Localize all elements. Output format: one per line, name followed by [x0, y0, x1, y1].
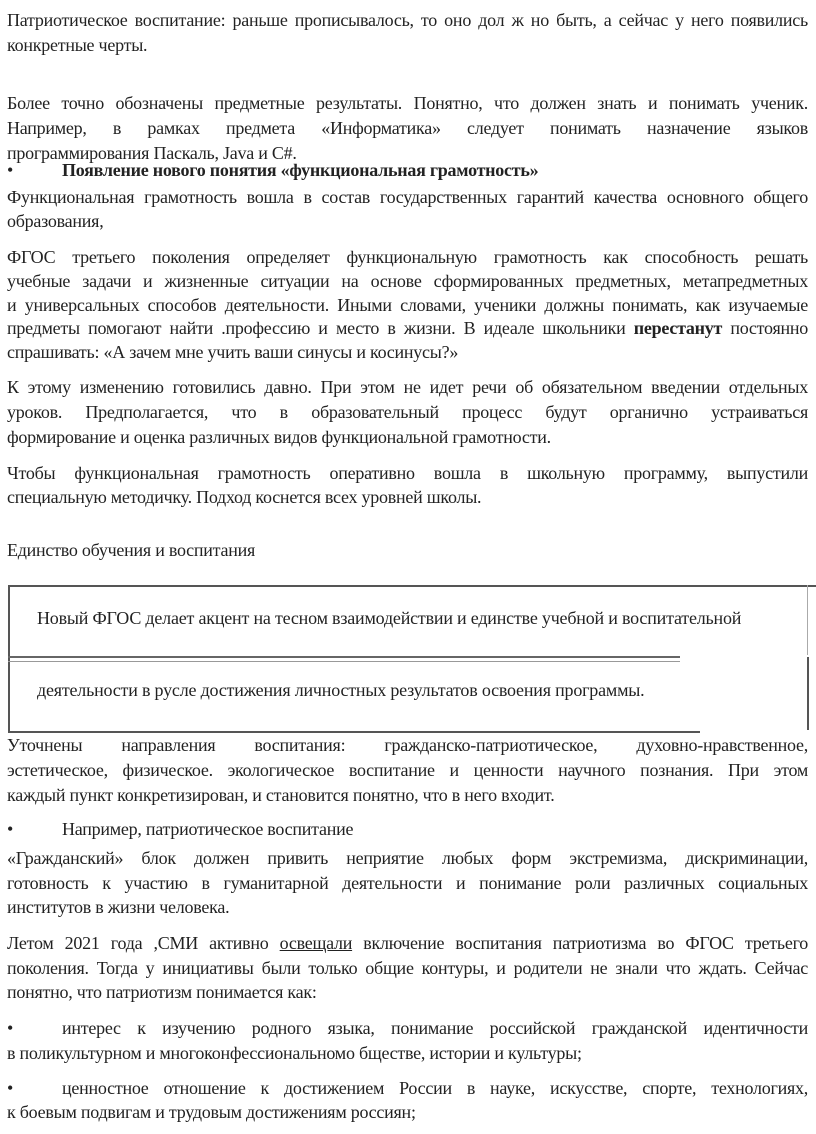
callout-border-top	[8, 585, 816, 587]
bullet-item	[7, 817, 808, 842]
paragraph	[7, 246, 808, 365]
text-segment: в поликультурном и многоконфессиональномо бществе, истории и культуры;	[7, 1043, 582, 1063]
text-line	[7, 817, 808, 842]
bullet-icon: •	[7, 819, 14, 839]
text-line	[7, 1016, 808, 1041]
text-line	[7, 871, 808, 896]
text-segment: поколения. Тогда у инициативы были только общие контуры, и родители не знали что ждать. Сейчас	[7, 957, 808, 978]
text-segment: предметы помогают найти .профессию и место в жизни. В идеале школьники	[7, 318, 634, 339]
text-line	[7, 1041, 808, 1066]
bullet-item	[7, 1016, 808, 1066]
text-segment: Уточнены направления воспитания: гражданско-патриотическое, духовно-нравственное,	[7, 735, 808, 755]
text-segment: Чтобы функциональная грамотность оперативно вошла в школьную программу, выпустили	[7, 463, 808, 483]
callout-divider	[8, 656, 680, 662]
text-line	[7, 294, 808, 318]
bullet-icon: •	[7, 1078, 14, 1098]
bullet-item	[7, 1076, 808, 1124]
bullet-item	[7, 158, 808, 183]
paragraph	[7, 846, 808, 920]
text-segment: Например, патриотическое воспитание	[62, 819, 354, 839]
paragraph	[7, 8, 808, 58]
callout-border-right	[807, 657, 809, 730]
paragraph	[7, 375, 808, 450]
paragraph	[7, 91, 808, 166]
text-line	[7, 538, 808, 563]
text-segment: Летом 2021 года ,СМИ активно	[7, 933, 280, 953]
text-line	[7, 846, 808, 871]
paragraph	[7, 185, 808, 233]
callout-border-bottom	[8, 731, 700, 733]
text-line	[7, 1076, 808, 1100]
text-line	[7, 91, 808, 116]
text-segment: каждый пункт конкретизирован, и становится понятно, что в него входит.	[7, 785, 555, 805]
text-line	[7, 400, 808, 425]
text-line	[7, 341, 808, 365]
text-line	[7, 116, 808, 141]
text-segment: ФГОС третьего поколения определяет функциональную грамотность как способность решать	[7, 247, 808, 267]
paragraph	[7, 461, 808, 509]
text-segment: включение воспитания патриотизма во ФГОС третьего	[352, 933, 808, 953]
bold-text: перестанут	[633, 318, 723, 339]
text-line	[7, 209, 808, 233]
bullet-icon: •	[7, 160, 14, 180]
text-segment: образования,	[7, 211, 104, 231]
bullet-icon: •	[7, 1018, 14, 1038]
text-line	[7, 783, 808, 808]
text-line	[7, 461, 808, 485]
callout-line-2: деятельности в русле достижения личностных результатов освоения программы.	[37, 680, 645, 700]
text-segment: «Гражданский» блок должен привить неприятие любых форм экстремизма, дискриминации,	[7, 848, 808, 868]
text-line	[7, 375, 808, 400]
text-line	[7, 931, 808, 956]
text-line	[7, 270, 808, 294]
text-line	[7, 956, 808, 981]
text-segment: готовность к участию в гуманитарной деятельности и понимание роли различных социальных	[7, 872, 808, 893]
text-segment: интерес к изучению родного языка, понимание российской гражданской идентичности	[62, 1018, 808, 1038]
text-line	[7, 733, 808, 758]
text-segment: эстетическое, физическое. экологическое воспитание и ценности научного познания. При этом	[7, 760, 808, 780]
text-segment: понятно, что патриотизм понимается как:	[7, 982, 317, 1002]
text-segment: постоянно	[722, 318, 808, 339]
text-segment: К этому изменению готовились давно. При этом не идет речи об обязательном введении отдельных	[7, 377, 808, 397]
paragraph	[7, 931, 808, 1005]
text-segment: учебные задачи и жизненные ситуации на основе сформированных предметных, метапредметных	[7, 270, 808, 291]
text-line	[7, 425, 808, 450]
paragraph	[7, 733, 808, 808]
text-segment: Функциональная грамотность вошла в состав государственных гарантий качества основного общего	[7, 187, 808, 207]
underlined-text: освещали	[279, 933, 353, 953]
text-segment: ценностное отношение к достижением России в науке, искусстве, спорте, технологиях,	[62, 1078, 808, 1098]
text-line	[7, 317, 808, 341]
text-line	[7, 246, 808, 270]
callout-border-right-upper	[807, 585, 808, 655]
text-line	[7, 33, 808, 58]
text-line	[7, 1100, 808, 1124]
text-line	[7, 485, 808, 509]
text-segment: Например, в рамках предмета «Информатика» следует понимать назначение языков	[7, 118, 808, 138]
text-segment: к боевым подвигам и трудовым достижениям россиян;	[7, 1102, 416, 1122]
text-segment: Появление нового понятия «функциональная грамотность»	[62, 160, 539, 180]
text-line	[7, 895, 808, 920]
text-segment: специальную методичку. Подход коснется всех уровней школы.	[7, 487, 482, 507]
text-segment: Более точно обозначены предметные результаты. Понятно, что должен знать и понимать ученик.	[7, 93, 808, 113]
text-line	[7, 758, 808, 783]
text-line	[7, 980, 808, 1005]
text-segment: спрашивать: «А зачем мне учить ваши синусы и косинусы?»	[7, 342, 459, 363]
callout-line-1: Новый ФГОС делает акцент на тесном взаимодействии и единстве учебной и воспитательной	[37, 608, 742, 628]
text-segment: формирование и оценка различных видов функциональной грамотности.	[7, 427, 551, 447]
section-heading	[7, 538, 808, 563]
text-line	[7, 8, 808, 33]
text-segment: программирования Паскаль, Java и C#.	[7, 143, 297, 163]
text-segment: Патриотическое воспитание: раньше прописывалось, то оно дол ж но быть, а сейчас у него появились	[7, 10, 808, 30]
text-segment: конкретные черты.	[7, 35, 148, 55]
text-segment: институтов в жизни человека.	[7, 897, 230, 917]
text-line	[7, 158, 808, 183]
text-segment: и универсальных способов деятельности. Иными словами, ученики должны понимать, как изучаемые	[7, 294, 808, 315]
text-segment: уроков. Предполагается, что в образовательный процесс будут органично устраиваться	[7, 402, 808, 422]
text-segment: Единство обучения и воспитания	[7, 540, 256, 560]
text-line	[7, 185, 808, 209]
